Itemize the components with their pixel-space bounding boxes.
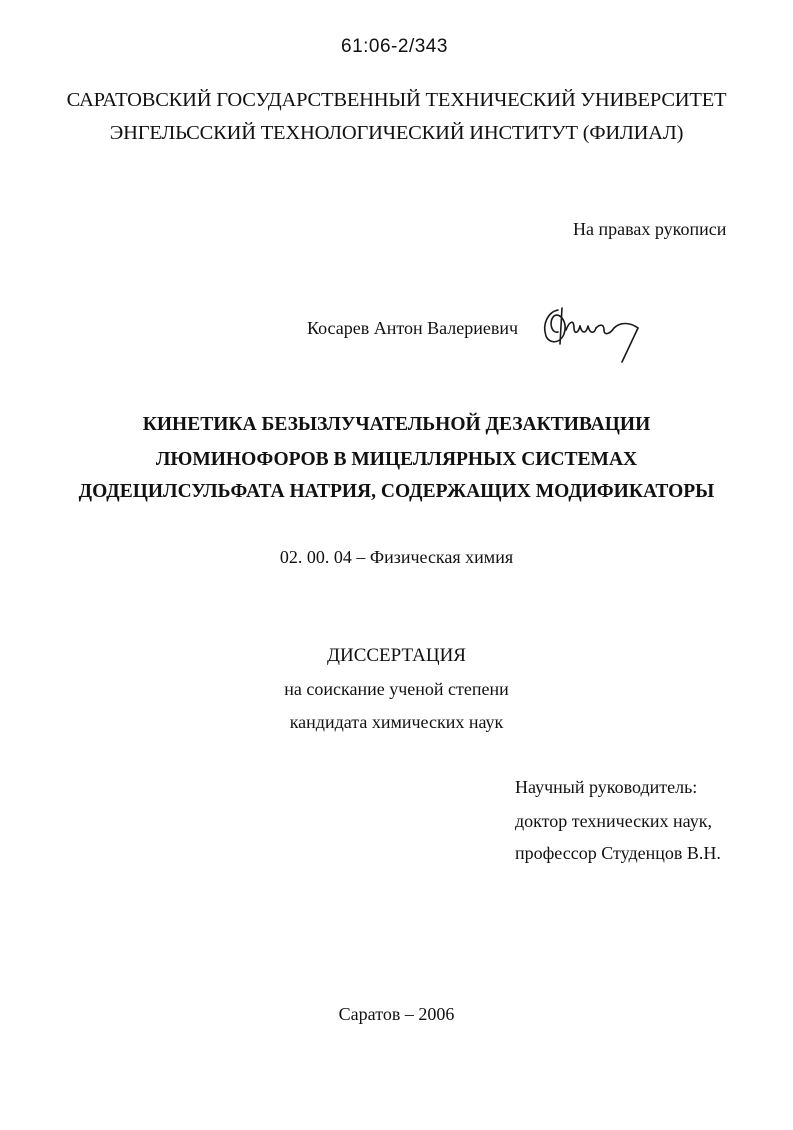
dissertation-title-line: КИНЕТИКА БЕЗЫЗЛУЧАТЕЛЬНОЙ ДЕЗАКТИВАЦИИ: [142, 414, 651, 435]
archive-stamp-number: 61:06-2/343: [341, 36, 448, 57]
specialty-code: 02. 00. 04 – Физическая химия: [279, 547, 514, 567]
dissertation-title-line: ДОДЕЦИЛСУЛЬФАТА НАТРИЯ, СОДЕРЖАЩИХ МОДИФИКАТОРЫ: [78, 481, 715, 502]
institute-name: ЭНГЕЛЬССКИЙ ТЕХНОЛОГИЧЕСКИЙ ИНСТИТУТ (ФИЛИАЛ): [109, 122, 684, 144]
supervisor-degree: доктор технических наук,: [515, 811, 712, 831]
city-year: Саратов – 2006: [338, 1004, 455, 1024]
manuscript-rights-note: На правах рукописи: [573, 219, 727, 239]
dissertation-heading: ДИССЕРТАЦИЯ: [327, 645, 466, 666]
author-signature: [538, 300, 648, 366]
supervisor-label: Научный руководитель:: [515, 777, 698, 797]
degree-purpose: на соискание ученой степени: [284, 679, 509, 699]
author-name: Косарев Антон Валериевич: [307, 318, 519, 338]
supervisor-name: профессор Студенцов В.Н.: [515, 843, 721, 863]
degree-name: кандидата химических наук: [289, 712, 504, 732]
dissertation-title-line: ЛЮМИНОФОРОВ В МИЦЕЛЛЯРНЫХ СИСТЕМАХ: [155, 449, 638, 470]
university-name: САРАТОВСКИЙ ГОСУДАРСТВЕННЫЙ ТЕХНИЧЕСКИЙ УНИВЕРСИТЕТ: [66, 89, 727, 111]
